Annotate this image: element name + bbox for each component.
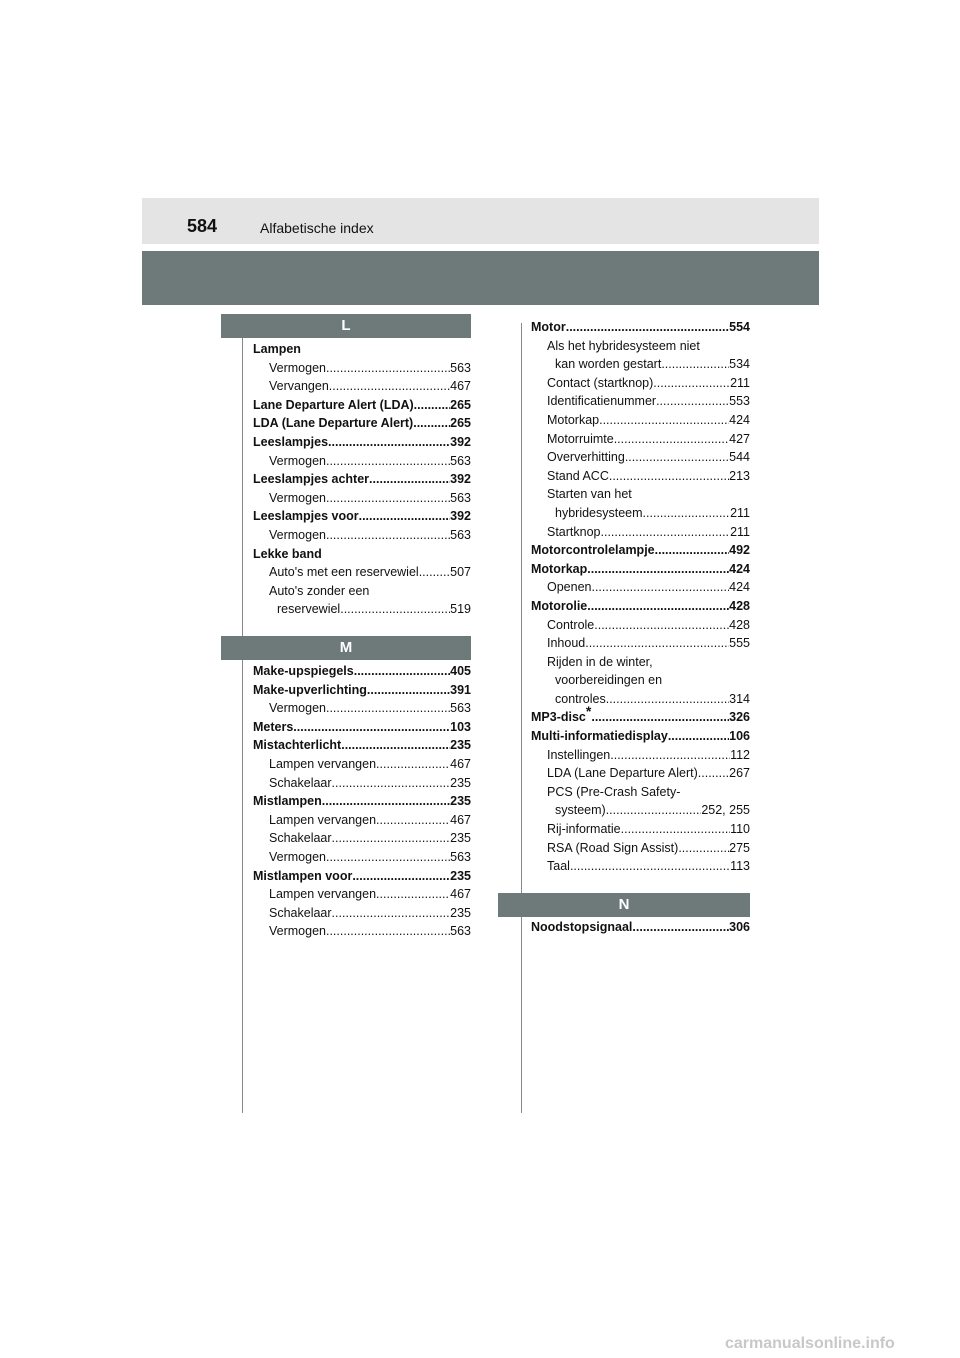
entry-label: Inhoud xyxy=(547,636,586,651)
entry-page: 492 xyxy=(729,543,750,558)
dot-leader xyxy=(643,504,731,523)
index-entry xyxy=(253,885,471,904)
entry-page: 265 xyxy=(450,416,471,431)
page-title: Alfabetische index xyxy=(260,220,374,236)
entry-label: RSA (Road Sign Assist) xyxy=(547,840,679,855)
index-column-n xyxy=(531,918,750,937)
index-entry xyxy=(253,718,471,737)
entry-label: Multi-informatiedisplay xyxy=(531,729,668,744)
dot-leader xyxy=(594,616,729,635)
dot-leader xyxy=(326,699,450,718)
index-column-m-right xyxy=(531,318,750,876)
index-entry xyxy=(531,703,750,727)
entry-page: 211 xyxy=(730,375,750,390)
section-header-l: L xyxy=(221,314,471,338)
dot-leader xyxy=(326,526,450,545)
index-entry xyxy=(253,563,471,582)
index-entry xyxy=(253,867,471,886)
entry-page: 267 xyxy=(729,766,750,781)
entry-label: reservewiel xyxy=(277,602,341,617)
index-entry xyxy=(531,820,750,839)
dot-leader xyxy=(587,560,729,579)
entry-page: 113 xyxy=(730,859,750,874)
index-entry xyxy=(253,377,471,396)
index-entry xyxy=(531,504,750,523)
dot-leader xyxy=(668,727,729,746)
index-entry xyxy=(531,746,750,765)
index-entry xyxy=(531,411,750,430)
entry-page: 314 xyxy=(729,691,750,706)
index-entry xyxy=(253,681,471,700)
entry-label: Vermogen xyxy=(269,490,326,505)
entry-label: Controle xyxy=(547,617,595,632)
entry-label: Schakelaar xyxy=(269,775,332,790)
entry-label: Oververhitting xyxy=(547,450,625,465)
dot-leader xyxy=(341,736,450,755)
index-entry: PCS (Pre-Crash Safety- xyxy=(547,784,681,799)
index-entry xyxy=(531,634,750,653)
index-entry xyxy=(253,414,471,433)
entry-label: Meters xyxy=(253,719,294,734)
entry-label: Leeslampjes achter xyxy=(253,472,370,487)
dot-leader xyxy=(326,452,450,471)
entry-page: 252, 255 xyxy=(701,803,750,818)
header-band xyxy=(142,251,819,305)
entry-label: Auto's met een reservewiel xyxy=(269,565,419,580)
entry-page: 391 xyxy=(450,682,471,697)
dot-leader xyxy=(610,746,730,765)
index-entry: Lekke band xyxy=(253,546,322,561)
index-entry xyxy=(531,857,750,876)
index-entry: voorbereidingen en xyxy=(555,673,663,688)
entry-label: LDA (Lane Departure Alert) xyxy=(253,416,414,431)
index-entry: Als het hybridesysteem niet xyxy=(547,338,700,353)
dot-leader xyxy=(332,774,451,793)
index-entry xyxy=(253,662,471,681)
entry-label: Motorruimte xyxy=(547,431,614,446)
dot-leader xyxy=(570,857,730,876)
index-entry xyxy=(531,560,750,579)
entry-page: 563 xyxy=(450,527,471,542)
entry-footnote-mark: * xyxy=(585,703,592,720)
index-entry xyxy=(531,764,750,783)
entry-label: controles xyxy=(555,691,606,706)
index-entry xyxy=(531,467,750,486)
index-entry xyxy=(531,918,750,937)
index-entry xyxy=(531,430,750,449)
index-entry xyxy=(253,811,471,830)
index-entry xyxy=(253,526,471,545)
entry-page: 211 xyxy=(730,505,750,520)
entry-label: Vermogen xyxy=(269,360,326,375)
entry-page: 467 xyxy=(450,887,471,902)
index-entry xyxy=(531,318,750,337)
dot-leader xyxy=(591,708,729,727)
index-entry xyxy=(253,600,471,619)
entry-label: Contact (startknop) xyxy=(547,375,654,390)
entry-label: hybridesysteem xyxy=(555,505,643,520)
dot-leader xyxy=(326,489,450,508)
index-entry xyxy=(253,904,471,923)
entry-label: Make-upverlichting xyxy=(253,682,367,697)
entry-page: 392 xyxy=(450,509,471,524)
entry-label: Motorolie xyxy=(531,598,588,613)
entry-label: Make-upspiegels xyxy=(253,664,354,678)
index-entry xyxy=(531,578,750,597)
index-entry xyxy=(531,392,750,411)
entry-label: Motorcontrolelampje xyxy=(531,543,655,558)
dot-leader xyxy=(625,448,729,467)
entry-page: 424 xyxy=(729,412,750,427)
dot-leader xyxy=(367,681,450,700)
dot-leader xyxy=(332,904,451,923)
entry-label: MP3-disc* xyxy=(531,703,592,725)
entry-page: 428 xyxy=(729,598,750,613)
entry-label: systeem) xyxy=(555,803,606,818)
index-column-l xyxy=(253,340,471,619)
index-entry: Lampen xyxy=(253,342,301,356)
dot-leader xyxy=(352,867,450,886)
entry-page: 467 xyxy=(450,812,471,827)
entry-label: Lampen vervangen xyxy=(269,887,377,902)
entry-page: 424 xyxy=(729,580,750,595)
dot-leader xyxy=(340,600,450,619)
entry-label: Motor xyxy=(531,320,566,334)
index-entry xyxy=(253,922,471,941)
entry-label: Startknop xyxy=(547,524,601,539)
entry-label: Stand ACC xyxy=(547,468,609,483)
entry-label: Vermogen xyxy=(269,701,326,716)
dot-leader xyxy=(656,392,729,411)
dot-leader xyxy=(359,507,451,526)
entry-label: Motorkap xyxy=(531,561,588,576)
entry-page: 467 xyxy=(450,756,471,771)
dot-leader xyxy=(354,662,450,681)
entry-label: Vermogen xyxy=(269,849,326,864)
index-entry xyxy=(531,727,750,746)
entry-page: 544 xyxy=(729,450,750,465)
index-entry xyxy=(531,839,750,858)
entry-label: Vermogen xyxy=(269,924,326,939)
entry-label: Mistachterlicht xyxy=(253,738,342,753)
dot-leader xyxy=(322,792,450,811)
index-entry xyxy=(253,699,471,718)
dot-leader xyxy=(632,918,729,937)
index-entry xyxy=(253,396,471,415)
entry-label: Mistlampen voor xyxy=(253,868,353,883)
entry-page: 467 xyxy=(450,379,471,394)
index-entry xyxy=(531,355,750,374)
index-entry xyxy=(253,755,471,774)
dot-leader xyxy=(653,374,730,393)
index-entry xyxy=(253,452,471,471)
entry-page: 534 xyxy=(729,357,750,372)
dot-leader xyxy=(376,811,450,830)
watermark: carmanualsonline.info xyxy=(725,1335,895,1352)
index-entry xyxy=(253,359,471,378)
index-entry xyxy=(253,829,471,848)
index-entry xyxy=(253,433,471,452)
entry-label: Lane Departure Alert (LDA) xyxy=(253,397,414,412)
entry-page: 235 xyxy=(450,868,471,883)
page-number: 584 xyxy=(187,216,218,236)
dot-leader xyxy=(609,467,729,486)
entry-page: 553 xyxy=(729,394,750,409)
entry-page: 112 xyxy=(730,747,750,762)
entry-page: 563 xyxy=(450,924,471,939)
entry-page: 507 xyxy=(450,565,471,580)
entry-page: 235 xyxy=(450,738,471,753)
entry-page: 563 xyxy=(450,490,471,505)
index-entry xyxy=(531,690,750,709)
dot-leader xyxy=(328,433,450,452)
entry-page: 392 xyxy=(450,472,471,487)
entry-page: 235 xyxy=(450,905,471,920)
entry-page: 563 xyxy=(450,701,471,716)
index-entry xyxy=(531,523,750,542)
entry-page: 563 xyxy=(450,849,471,864)
dot-leader xyxy=(601,523,731,542)
entry-label: kan worden gestart xyxy=(555,357,662,372)
dot-leader xyxy=(293,718,450,737)
dot-leader xyxy=(566,318,729,337)
dot-leader xyxy=(585,634,729,653)
entry-label: Lampen vervangen xyxy=(269,756,377,771)
dot-leader xyxy=(329,377,450,396)
entry-label: Rij-informatie xyxy=(547,822,621,837)
entry-page: 563 xyxy=(450,360,471,375)
entry-page: 424 xyxy=(729,561,750,576)
entry-page: 211 xyxy=(730,524,750,539)
entry-label: Leeslampjes xyxy=(253,434,329,449)
column-divider-right xyxy=(521,323,522,1113)
entry-page: 306 xyxy=(729,920,750,934)
index-entry xyxy=(531,448,750,467)
entry-page: 106 xyxy=(729,729,750,744)
entry-page: 405 xyxy=(450,664,471,678)
index-entry xyxy=(253,507,471,526)
entry-page: 235 xyxy=(450,831,471,846)
dot-leader xyxy=(698,764,729,783)
index-entry xyxy=(253,774,471,793)
entry-page: 103 xyxy=(450,719,471,734)
entry-page: 428 xyxy=(729,617,750,632)
index-entry: Rijden in de winter, xyxy=(547,654,653,669)
entry-page: 110 xyxy=(730,822,750,837)
entry-page: 235 xyxy=(450,775,471,790)
dot-leader xyxy=(376,755,450,774)
dot-leader xyxy=(414,396,450,415)
section-header-m: M xyxy=(221,636,471,660)
dot-leader xyxy=(591,578,729,597)
index-entry xyxy=(253,736,471,755)
entry-label: Mistlampen xyxy=(253,794,322,809)
entry-label: Vermogen xyxy=(269,527,326,542)
dot-leader xyxy=(655,541,730,560)
index-entry: Auto's zonder een xyxy=(269,583,370,598)
entry-page: 275 xyxy=(729,840,750,855)
entry-page: 563 xyxy=(450,453,471,468)
entry-page: 554 xyxy=(729,320,750,334)
dot-leader xyxy=(369,470,450,489)
entry-label: Instellingen xyxy=(547,747,611,762)
index-entry xyxy=(253,792,471,811)
entry-page: 235 xyxy=(450,794,471,809)
entry-label: Identificatienummer xyxy=(547,394,657,409)
dot-leader xyxy=(376,885,450,904)
index-entry xyxy=(531,541,750,560)
index-entry xyxy=(531,801,750,820)
entry-label: Taal xyxy=(547,859,570,874)
section-header-n: N xyxy=(498,893,750,917)
index-entry xyxy=(253,470,471,489)
entry-page: 392 xyxy=(450,434,471,449)
index-entry xyxy=(253,848,471,867)
entry-label: Lampen vervangen xyxy=(269,812,377,827)
entry-label: Vermogen xyxy=(269,453,326,468)
dot-leader xyxy=(614,430,729,449)
dot-leader xyxy=(661,355,729,374)
entry-page: 555 xyxy=(729,636,750,651)
index-column-m-left xyxy=(253,662,471,941)
entry-page: 427 xyxy=(729,431,750,446)
column-divider-left xyxy=(242,323,243,1113)
entry-page: 519 xyxy=(450,602,471,617)
entry-label: Leeslampjes voor xyxy=(253,509,359,524)
entry-label: Schakelaar xyxy=(269,831,332,846)
dot-leader xyxy=(413,414,450,433)
header-bar xyxy=(142,198,819,244)
entry-label: LDA (Lane Departure Alert) xyxy=(547,766,698,781)
dot-leader xyxy=(606,801,702,820)
dot-leader xyxy=(599,411,729,430)
entry-label: Noodstopsignaal xyxy=(531,920,633,934)
dot-leader xyxy=(587,597,729,616)
entry-page: 213 xyxy=(729,468,750,483)
dot-leader xyxy=(326,922,450,941)
index-entry xyxy=(531,597,750,616)
index-entry: Starten van het xyxy=(547,487,632,502)
entry-label: Schakelaar xyxy=(269,905,332,920)
dot-leader xyxy=(326,848,450,867)
index-entry xyxy=(253,489,471,508)
entry-label: Vervangen xyxy=(269,379,329,394)
dot-leader xyxy=(332,829,451,848)
entry-page: 265 xyxy=(450,397,471,412)
dot-leader xyxy=(678,839,729,858)
dot-leader xyxy=(606,690,729,709)
dot-leader xyxy=(621,820,730,839)
dot-leader xyxy=(326,359,450,378)
dot-leader xyxy=(419,563,450,582)
entry-label: Openen xyxy=(547,580,592,595)
entry-label: Motorkap xyxy=(547,412,600,427)
entry-page: 326 xyxy=(729,710,750,725)
index-entry xyxy=(531,616,750,635)
index-entry xyxy=(531,374,750,393)
